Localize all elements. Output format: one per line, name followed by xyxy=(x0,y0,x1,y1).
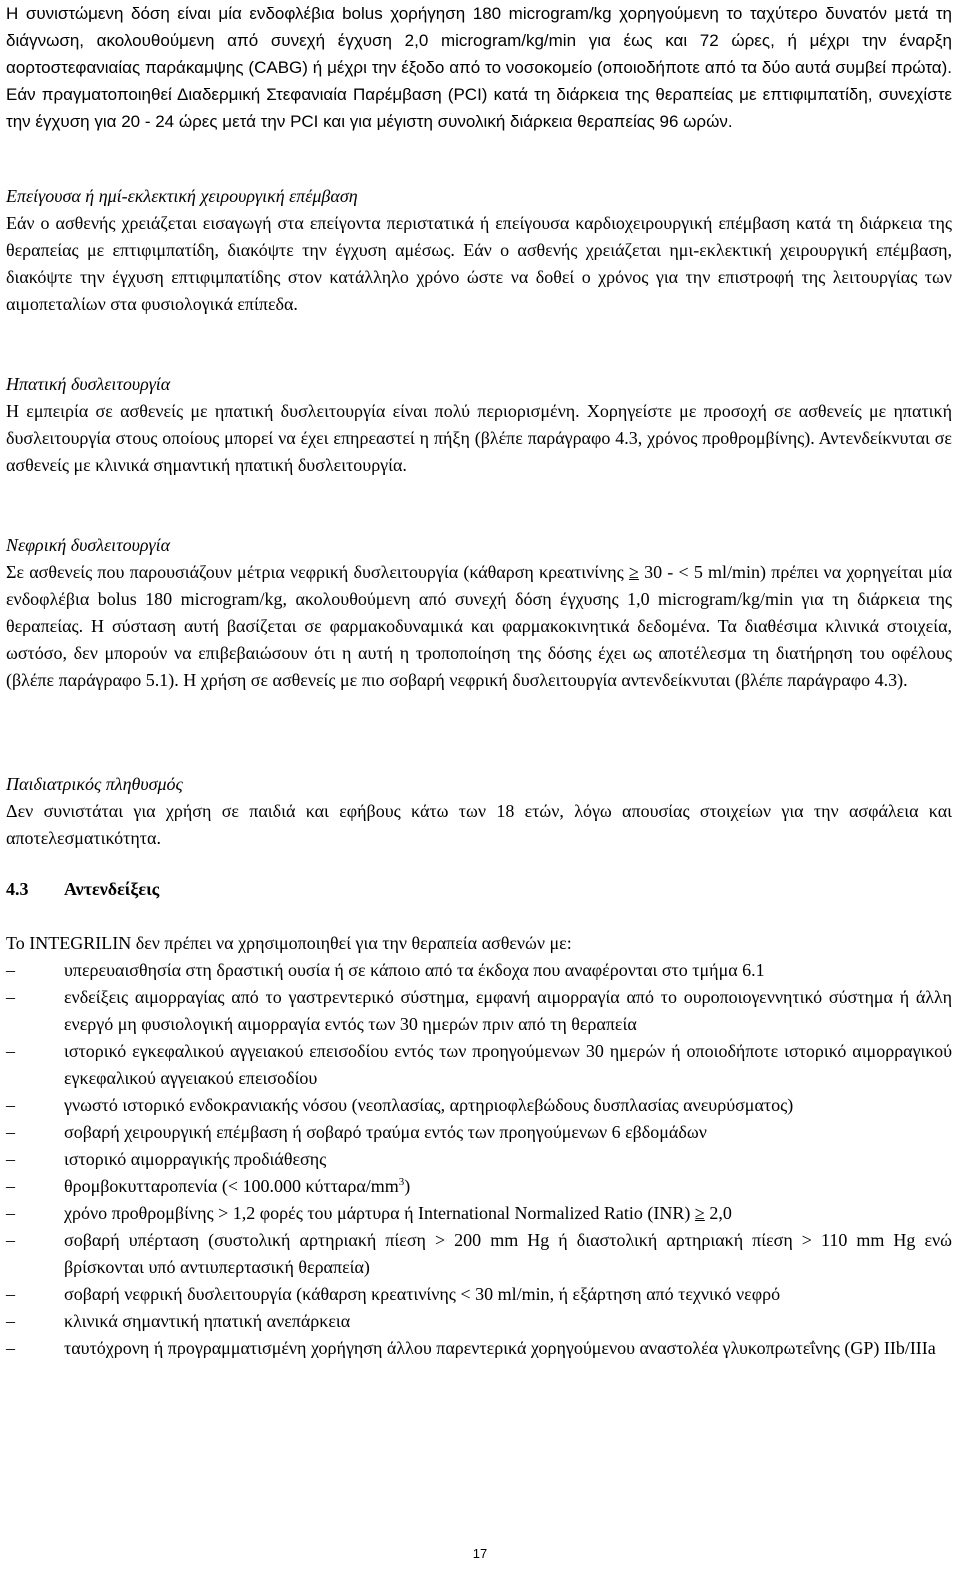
list-item-text: θρομβοκυτταροπενία (< 100.000 κύτταρα/mm xyxy=(64,1176,399,1196)
list-item-text: ταυτόχρονη ή προγραμματισμένη χορήγηση άλλου παρεντερικά χορηγούμενου αναστολέα γλυκοπρωτεΐνης (GP) IIb/IIIa xyxy=(64,1338,936,1358)
renal-text-start: Σε ασθενείς που παρουσιάζουν μέτρια νεφρική δυσλειτουργία (κάθαρση κρεατινίνης xyxy=(6,562,629,582)
dash-bullet: – xyxy=(6,1338,15,1358)
list-item xyxy=(6,1146,952,1173)
dash-bullet: – xyxy=(6,987,15,1007)
renal-heading: Νεφρική δυσλειτουργία xyxy=(6,535,171,555)
list-item-text: υπερευαισθησία στη δραστική ουσία ή σε κάποιο από τα έκδοχα που αναφέρονται στο τμήμα 6.1 xyxy=(64,960,765,980)
list-item xyxy=(6,984,952,1038)
list-item-text: σοβαρή χειρουργική επέμβαση ή σοβαρό τραύμα εντός των προηγούμενων 6 εβδομάδων xyxy=(64,1122,707,1142)
dash-bullet: – xyxy=(6,960,15,980)
renal-text-end: 30 - < 5 ml/min) πρέπει να χορηγείται μία ενδοφλέβια bolus 180 microgram/kg, ακολουθούμενη από συνεχή δόση έγχυσης 1,0 microgram/kg/min για τη διάρκεια της θεραπείας. Η σύσταση αυτή βασίζεται σε φαρμακοδυναμικά και φαρμακοκινητικά δεδομένα. Τα διαθέσιμα κλινικά στοιχεία, ωστόσο, δεν μπορούν να επιβεβαιώσουν ότι η αυτή η τροποποίηση της δόσης έχει ως αποτέλεσμα τη διατήρηση του οφέλους (βλέπε παράγραφο 5.1). Η χρήση σε ασθενείς με πιο σοβαρή νεφρική δυσλειτουργία αντενδείκνυται (βλέπε παράγραφο 4.3). xyxy=(6,562,952,690)
list-item xyxy=(6,1227,952,1281)
list-item xyxy=(6,1200,952,1227)
list-item xyxy=(6,957,952,984)
dash-bullet: – xyxy=(6,1284,15,1304)
list-item-text: σοβαρή υπέρταση (συστολική αρτηριακή πίεση > 200 mm Hg ή διαστολική αρτηριακή πίεση > 110 mm Hg ενώ βρίσκονται υπό αντιυπερτασική θεραπεία) xyxy=(64,1230,952,1277)
list-item xyxy=(6,1335,952,1362)
section-number: 4.3 xyxy=(6,879,29,899)
list-item-text: ενδείξεις αιμορραγίας από το γαστρεντερικό σύστημα, εμφανή αιμορραγία από το ουροποιογεννητικό σύστημα ή άλλη ενεργό μη φυσιολογική αιμορραγία εντός των 30 ημερών πριν από τη θεραπεία xyxy=(64,987,952,1034)
contraindications-list xyxy=(6,957,952,1362)
dash-bullet: – xyxy=(6,1230,15,1250)
list-item-text: σοβαρή νεφρική δυσλειτουργία (κάθαρση κρεατινίνης < 30 ml/min, ή εξάρτηση από τεχνικό νεφρό xyxy=(64,1284,781,1304)
list-item xyxy=(6,1308,952,1335)
list-item xyxy=(6,1173,952,1200)
surgery-heading: Επείγουσα ή ημί-εκλεκτική χειρουργική επέμβαση xyxy=(6,186,358,206)
ge-symbol: ≥ xyxy=(694,1203,705,1223)
list-item-text: χρόνο προθρομβίνης > 1,2 φορές του μάρτυρα ή International Normalized Ratio (INR) xyxy=(64,1203,695,1223)
renal-paragraph xyxy=(6,559,952,694)
list-item-text: γνωστό ιστορικό ενδοκρανιακής νόσου (νεοπλασίας, αρτηριοφλεβώδους δυσπλασίας ανευρύσματος) xyxy=(64,1095,794,1115)
superscript: 3 xyxy=(398,1176,405,1188)
dash-bullet: – xyxy=(6,1176,15,1196)
pediatric-paragraph: Δεν συνιστάται για χρήση σε παιδιά και εφήβους κάτω των 18 ετών, λόγω απουσίας στοιχείων για την ασφάλεια και αποτελεσματικότητα. xyxy=(6,801,952,848)
list-item xyxy=(6,1092,952,1119)
dash-bullet: – xyxy=(6,1041,15,1061)
list-item-text: ιστορικό αιμορραγικής προδιάθεσης xyxy=(64,1149,327,1169)
dash-bullet: – xyxy=(6,1149,15,1169)
list-item-close: ) xyxy=(404,1176,411,1196)
list-item xyxy=(6,1281,952,1308)
dash-bullet: – xyxy=(6,1311,15,1331)
list-item-text: ιστορικό εγκεφαλικού αγγειακού επεισοδίου εντός των προηγούμενων 30 ημερών ή οποιοδήποτε ιστορικό αιμορραγικού εγκεφαλικού αγγειακού επεισοδίου xyxy=(64,1041,952,1088)
list-item xyxy=(6,1038,952,1092)
hepatic-heading: Ηπατική δυσλειτουργία xyxy=(6,374,171,394)
page-number: 17 xyxy=(472,1546,488,1561)
dash-bullet: – xyxy=(6,1203,15,1223)
list-item xyxy=(6,1119,952,1146)
list-item-text: κλινικά σημαντική ηπατική ανεπάρκεια xyxy=(64,1311,351,1331)
list-item-tail: 2,0 xyxy=(704,1203,732,1223)
ge-symbol: ≥ xyxy=(629,562,639,582)
dosage-paragraph: Η συνιστώμενη δόση είναι μία ενδοφλέβια bolus χορήγηση 180 microgram/kg χορηγούμενη το ταχύτερο δυνατόν μετά τη διάγνωση, ακολουθούμενη από συνεχή έγχυση 2,0 microgram/kg/min για έως και 72 ώρες, ή μέχρι την έναρξη αορτοστεφανιαίας παράκαμψης (CABG) ή μέχρι την έξοδο από το νοσοκομείο (οποιοδήποτε από τα δύο αυτά συμβεί πρώτα). Εάν πραγματοποιηθεί Διαδερμική Στεφανιαία Παρέμβαση (PCI) κατά τη διάρκεια της θεραπείας με επτιφιμπατίδη, συνεχίστε την έγχυση για 20 - 24 ώρες μετά την PCI και για μέγιστη συνολική διάρκεια θεραπείας 96 ωρών. xyxy=(6,4,952,131)
section-title xyxy=(6,876,159,903)
pediatric-heading: Παιδιατρικός πληθυσμός xyxy=(6,774,183,794)
surgery-paragraph: Εάν ο ασθενής χρειάζεται εισαγωγή στα επείγοντα περιστατικά ή επείγουσα καρδιοχειρουργική επέμβαση κατά τη διάρκεια της θεραπείας με επτιφιμπατίδη, διακόψτε την έγχυση αμέσως. Εάν ο ασθενής χρειάζεται ημι-εκλεκτική χειρουργική επέμβαση, διακόψτε την έγχυση επτιφιμπατίδης στον κατάλληλο χρόνο ώστε να δοθεί ο χρόνος για την επιστροφή της λειτουργίας των αιμοπεταλίων στα φυσιολογικά επίπεδα. xyxy=(6,213,952,314)
hepatic-paragraph: Η εμπειρία σε ασθενείς με ηπατική δυσλειτουργία είναι πολύ περιορισμένη. Χορηγείστε με προσοχή σε ασθενείς με ηπατική δυσλειτουργία στους οποίους μπορεί να έχει επηρεαστεί η πήξη (βλέπε παράγραφο 4.3, χρόνος προθρομβίνης). Αντενδείκνυται σε ασθενείς με κλινικά σημαντική ηπατική δυσλειτουργία. xyxy=(6,401,952,475)
dash-bullet: – xyxy=(6,1122,15,1142)
contraindications-intro: Το INTEGRILIN δεν πρέπει να χρησιμοποιηθεί για την θεραπεία ασθενών με: xyxy=(6,933,572,953)
section-title-text: Αντενδείξεις xyxy=(64,879,160,899)
dash-bullet: – xyxy=(6,1095,15,1115)
